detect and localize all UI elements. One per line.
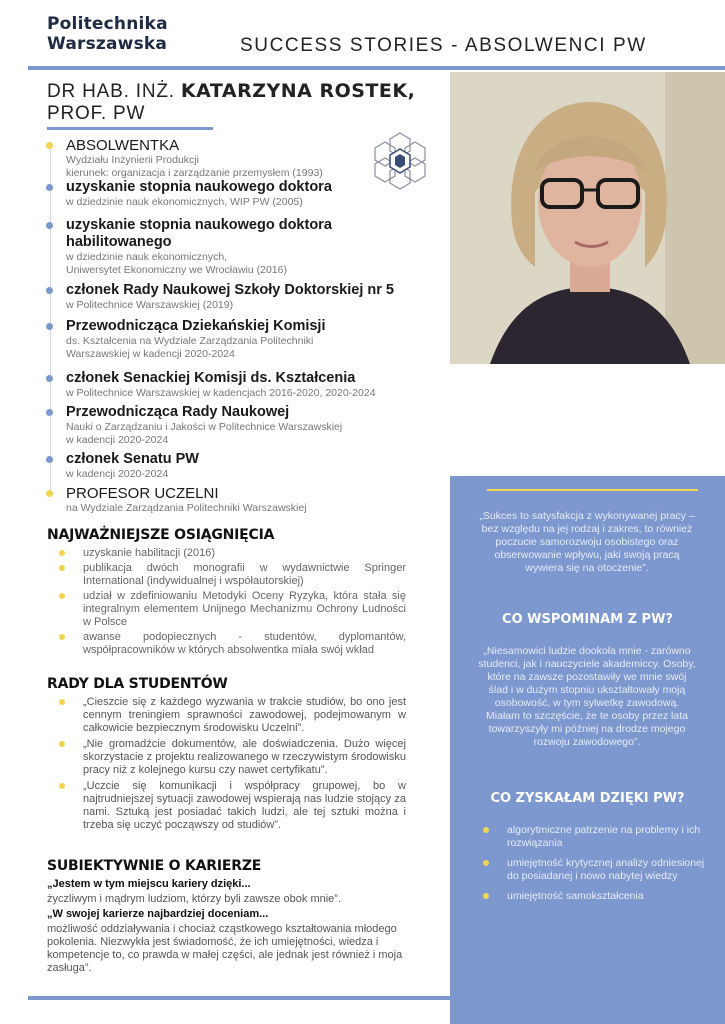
timeline-dot-icon [46,287,53,294]
name-bold: KATARZYNA ROSTEK, [180,80,416,102]
career-item-title: ABSOLWENTKA [66,137,180,154]
career-item-description: Wydziału Inżynierii Produkcji [66,154,199,166]
subjective-section [47,878,407,977]
timeline-dot-icon [46,222,53,229]
career-item [66,404,436,446]
bullet-icon [59,565,65,571]
career-item [66,370,436,400]
career-item [66,485,436,515]
career-item-description: kierunek: organizacja i zarządzanie przemysłem (1993) [66,166,323,179]
career-item [66,451,436,481]
bullet-icon [59,550,65,556]
career-item-description: w Politechnice Warszawskiej w kadencjach 2016-2020, 2020-2024 [66,387,376,399]
timeline-dot-icon [46,323,53,330]
list-item [83,780,406,832]
subjective-answer-2: możliwość oddziaływania i chociaż cząstkowego kształtowania młodego pokolenia. Niezwykła jest świadomość, że ich umiejętności, wiedza i kompetencje to, co prawda w małej części, ale jednak jest również i moja zasługa”. [47,923,403,974]
page-title: SUCCESS STORIES - ABSOLWENCI PW [240,35,647,56]
achievement-text: publikacja dwóch monografii w wydawnictwie Springer International (indywidualnej i współautorskiej) [83,562,406,587]
logo-line-1: Politechnika [47,14,168,34]
timeline-dot-icon [46,409,53,416]
career-item [66,318,436,360]
career-item-description: w dziedzinie nauk ekonomicznych, [66,251,228,263]
achievement-text: udział w zdefiniowaniu Metodyki Oceny Ryzyka, która stała się integralnym elementem Unijnego Mechanizmu Ochrony Ludności w Polsce [83,590,406,628]
person-title-suffix: PROF. PW [47,103,146,124]
timeline-dot-icon [46,490,53,497]
list-item [83,631,406,657]
achievement-text: uzyskanie habilitacji (2016) [83,547,216,559]
career-item-title: Przewodnicząca Rady Naukowej [66,404,290,420]
career-item-description: w kadencji 2020-2024 [66,433,169,446]
achievement-text: awanse podopiecznych - studentów, dyplomantów, współpracowników w których absolwentka miała swój wkład [83,631,406,656]
person-name [47,80,415,103]
advice-heading: RADY DLA STUDENTÓW [47,676,228,692]
university-logo [47,14,168,54]
career-item-description: w kadencji 2020-2024 [66,468,169,480]
career-item-title: uzyskanie stopnia naukowego doktora habilitowanego [66,217,332,250]
career-item [66,282,436,312]
remember-quote: „Niesamowici ludzie dookoła mnie - zarówno studenci, jak i nauczyciele akademiccy. Osoby, które na zawsze pozostawiły we mnie swój ślad i w dużym stopniu ukształtowały moją osobowość, w tym sylwetkę zawodową. Miałam to szczęście, że te osoby przez lata towarzyszyły mi później na drodze mojego rozwoju zawodowego”. [478,645,696,748]
career-item-title: Przewodnicząca Dziekańskiej Komisji [66,318,326,334]
advice-text: „Nie gromadźcie dokumentów, ale doświadczenia. Dużo więcej skorzystacie z projektu realizowanego w rzeczywistym środowisku pracy niż z kolejnego kursu czy nawet certyfikatu”. [83,738,406,776]
bullet-icon [483,893,489,899]
bullet-icon [59,783,65,789]
advice-text: „Uczcie się komunikacji i współpracy grupowej, bo w najtrudniejszej sytuacji zawodowej wspierają nas ludzie stojący za nami. Sztuką jest posiadać takich ludzi, ale tej sztuki można i trzeba się uczyć począwszy od studiów”. [83,780,406,831]
career-item [66,217,436,276]
bullet-icon [59,593,65,599]
list-item [507,857,707,883]
subjective-heading: SUBIEKTYWNIE O KARIERZE [47,858,262,874]
list-item [83,562,406,588]
career-item-title: uzyskanie stopnia naukowego doktora [66,179,332,195]
career-item-description: Nauki o Zarządzaniu i Jakości w Politechnice Warszawskiej [66,421,343,433]
list-item [83,590,406,629]
career-item-description: ds. Kształcenia na Wydziale Zarządzania Politechniki [66,335,314,347]
bullet-icon [59,741,65,747]
name-underline [47,127,213,130]
bullet-icon [59,699,65,705]
gained-text: umiejętność samokształcenia [507,890,644,902]
timeline-dot-icon [46,456,53,463]
list-item [507,824,707,850]
bottom-divider [28,996,725,1000]
remember-heading: CO WSPOMINAM Z PW? [502,612,673,627]
bullet-icon [483,827,489,833]
advice-list [83,696,406,835]
portrait-illustration [450,72,725,364]
side-panel-accent-line [487,489,698,491]
logo-line-2: Warszawska [47,34,168,54]
list-item [507,890,707,903]
timeline-dot-icon [46,142,53,149]
gained-heading: CO ZYSKAŁAM DZIĘKI PW? [490,791,685,806]
list-item [83,547,406,560]
subjective-question-2: „W swojej karierze najbardziej doceniam... [47,908,269,920]
career-timeline-line [50,148,51,496]
gained-text: algorytmiczne patrzenie na problemy i ich rozwiązania [507,824,701,849]
top-divider [28,66,725,70]
name-prefix: DR HAB. INŻ. [47,81,181,102]
achievements-list [83,547,406,659]
career-item-description: Warszawskiej w kadencji 2020-2024 [66,347,235,360]
bullet-icon [59,634,65,640]
career-item-description: w dziedzinie nauk ekonomicznych, WIP PW (2005) [66,196,303,208]
subjective-question-1: „Jestem w tym miejscu kariery dzięki... [47,878,251,890]
list-item [83,696,406,735]
career-item [66,179,436,209]
career-item [66,137,436,179]
career-item-description: na Wydziale Zarządzania Politechniki Warszawskiej [66,502,307,514]
advice-text: „Cieszcie się z każdego wyzwania w trakcie studiów, bo ono jest cennym treningiem sprawności zawodowej, podejmowanym w całkowicie bezpiecznym środowisku Uczelni”. [83,696,406,734]
success-quote: „Sukces to satysfakcja z wykonywanej pracy – bez względu na jej rodzaj i zakres, to również poczucie samorozwoju osobistego oraz obserwowanie wpływu, jaki swoją pracą wywiera się na otoczenie”. [479,510,695,574]
gained-list [507,824,707,910]
achievements-heading: NAJWAŻNIEJSZE OSIĄGNIĘCIA [47,527,275,543]
career-item-title: członek Senackiej Komisji ds. Kształcenia [66,370,356,386]
career-item-title: członek Rady Naukowej Szkoły Doktorskiej nr 5 [66,282,394,298]
career-item-title: PROFESOR UCZELNI [66,485,219,502]
career-item-description: w Politechnice Warszawskiej (2019) [66,299,234,311]
timeline-dot-icon [46,184,53,191]
gained-text: umiejętność krytycznej analizy odniesionej do posiadanej i nowo nabytej wiedzy [507,857,705,882]
subjective-answer-1: życzliwym i mądrym ludziom, którzy byli zawsze obok mnie”. [47,893,342,905]
list-item [83,738,406,777]
portrait-photo [450,72,725,364]
bullet-icon [483,860,489,866]
career-item-title: członek Senatu PW [66,451,199,467]
career-item-description: Uniwersytet Ekonomiczny we Wrocławiu (2016) [66,263,287,276]
timeline-dot-icon [46,375,53,382]
